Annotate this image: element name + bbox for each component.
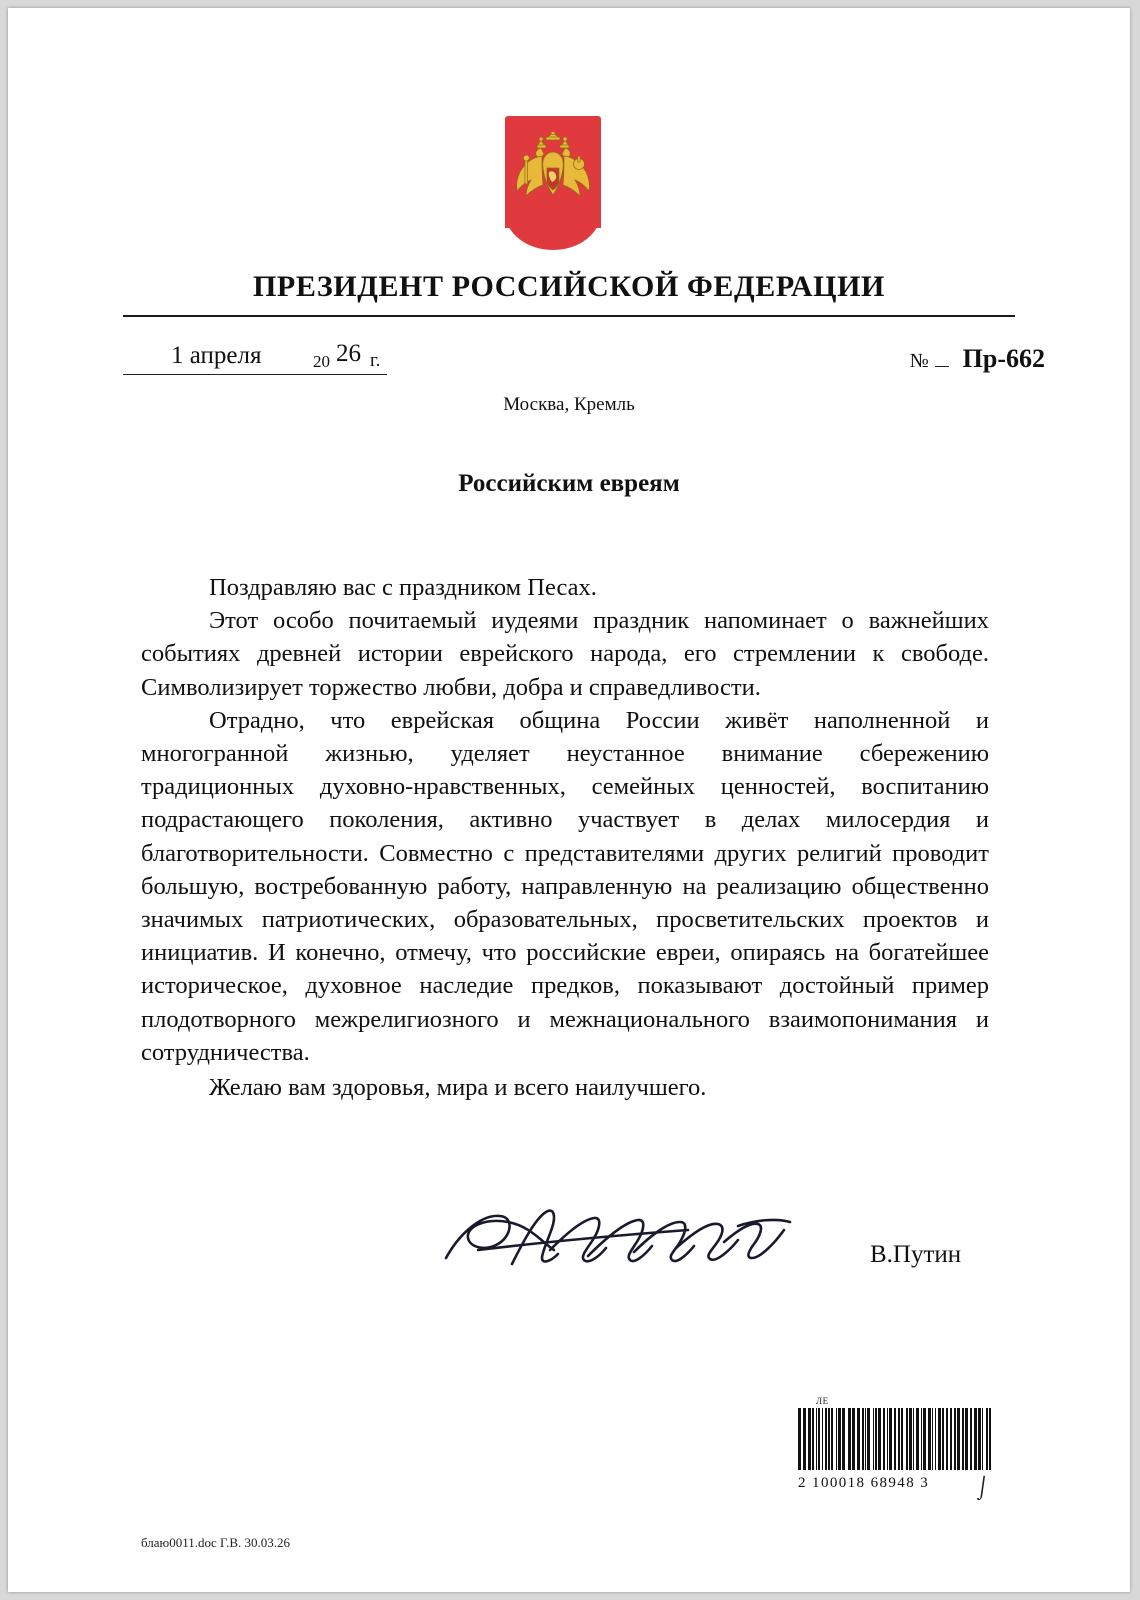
date-year-prefix: 20 (313, 352, 330, 371)
putin-signature-icon (438, 1196, 808, 1286)
date-day-month: 1 апреля (171, 342, 262, 369)
paragraph: Отрадно, что еврейская община России живёт наполненной и многогранной жизнью, уделяет неустанное внимание сбережению традиционных духовно-нравственных, семейных ценностей, воспитанию подрастающего поколения, активно участвует в делах милосердия и благотворительности. Совместно с представителями других религий проводит большую, востребованную работу, направленную на реализацию общественно значимых патриотических, образовательных, просветительских проектов и инициатив. И конечно, отмечу, что российские евреи, опираясь на богатейшее историческое, духовное наследие предков, показывают достойный пример плодотворного межрелигиозного и межнационального взаимопонимания и сотрудничества. (141, 706, 989, 1066)
document-number-line (910, 344, 1045, 374)
barcode-digits: 2 100018 68948 3 (798, 1475, 930, 1491)
number-underline (935, 354, 949, 367)
barcode-block (798, 1396, 998, 1500)
barcode-pen-mark: ⌡ (974, 1473, 992, 1500)
document-page (8, 8, 1130, 1592)
header-divider (123, 315, 1015, 317)
place-line: Москва, Кремль (503, 394, 635, 415)
date-underline (123, 374, 387, 375)
signer-name: В.Путин (870, 1241, 962, 1268)
paragraph: Поздравляю вас с праздником Песах. (209, 574, 597, 601)
double-headed-eagle-icon (513, 132, 593, 224)
footer-file-note: блаю0011.doc Г.В. 30.03.26 (141, 1535, 291, 1550)
paragraph: Этот особо почитаемый иудеями праздник напоминает о важнейших событиях древней истории еврейского народа, его стремлении к свободе. Символизирует торжество любви, добра и справедливости. (141, 607, 989, 701)
number-sign: № (909, 350, 929, 372)
page-title: ПРЕЗИДЕНТ РОССИЙСКОЙ ФЕДЕРАЦИИ (253, 270, 885, 303)
barcode-image (798, 1408, 994, 1470)
barcode-caption: ЛЕ (816, 1396, 829, 1406)
date-year-suffix: 26 (336, 340, 361, 367)
document-number: Пр-662 (962, 344, 1045, 373)
date-line (123, 342, 423, 376)
russian-coat-of-arms-icon (505, 116, 601, 251)
paragraph: Желаю вам здоровья, мира и всего наилучшего. (209, 1074, 707, 1102)
letter-body (141, 571, 989, 1104)
date-year-mark: г. (370, 350, 381, 371)
addressee-heading: Российским евреям (458, 470, 680, 497)
